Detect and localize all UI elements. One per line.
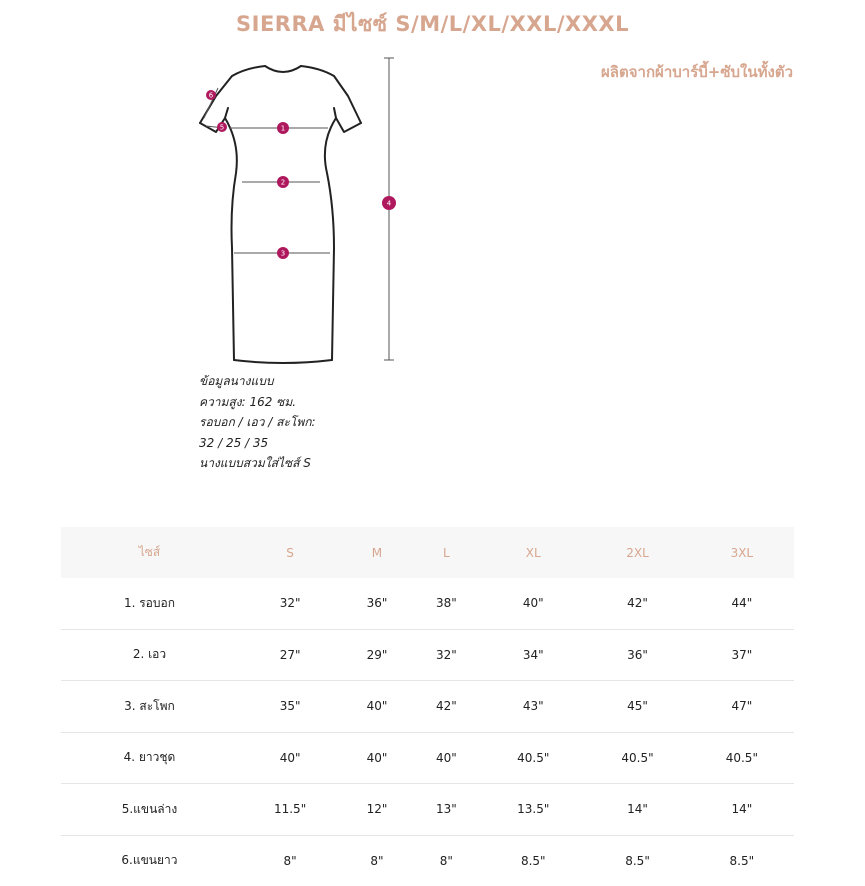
model-info-line: นางแบบสวมใส่ไซส์ S	[199, 456, 311, 470]
page-title: SIERRA มีไซซ์ S/M/L/XL/XXL/XXXL	[236, 12, 629, 36]
table-cell: 47"	[690, 681, 794, 733]
row-label: 2. เอว	[61, 629, 238, 681]
table-cell: 32"	[412, 629, 481, 681]
table-cell: 43"	[481, 681, 585, 733]
table-header-row	[61, 527, 794, 578]
table-row	[61, 732, 794, 784]
table-cell: 37"	[690, 629, 794, 681]
table-cell: 29"	[342, 629, 411, 681]
table-cell: 8"	[342, 835, 411, 886]
table-cell: 12"	[342, 784, 411, 836]
table-row	[61, 835, 794, 886]
table-cell: 40"	[412, 732, 481, 784]
table-row	[61, 578, 794, 629]
fabric-note: ผลิตจากผ้าบาร์บี้+ซับในทั้งตัว	[601, 63, 793, 81]
svg-text:5: 5	[219, 123, 225, 132]
table-cell: 38"	[435, 596, 457, 611]
table-cell: 42"	[627, 596, 648, 611]
table-cell: 27"	[238, 629, 342, 681]
table-cell: 40.5"	[690, 732, 794, 784]
table-cell: 40"	[238, 732, 342, 784]
table-cell: 32"	[279, 596, 301, 611]
table-row	[61, 784, 794, 836]
table-cell: 13.5"	[481, 784, 585, 836]
size-chart-table	[61, 527, 794, 886]
table-cell: 13"	[412, 784, 481, 836]
table-cell: 40.5"	[481, 732, 585, 784]
svg-text:2: 2	[280, 178, 286, 187]
table-cell: 8"	[412, 835, 481, 886]
model-info	[199, 371, 316, 474]
table-cell: 40.5"	[585, 732, 689, 784]
table-cell: 8.5"	[690, 835, 794, 886]
model-info-line: รอบอก / เอว / สะโพก:	[199, 415, 316, 429]
header-3xl: 3XL	[690, 527, 794, 578]
svg-text:1: 1	[280, 124, 286, 133]
model-info-line: ข้อมูลนางแบบ	[199, 374, 274, 388]
table-cell: 36"	[585, 629, 689, 681]
model-info-line: 32 / 25 / 35	[199, 435, 269, 450]
table-row	[61, 681, 794, 733]
dress-diagram	[190, 48, 410, 368]
table-cell: 40"	[342, 732, 411, 784]
model-info-line: ความสูง: 162 ซม.	[199, 394, 297, 409]
header-2xl: 2XL	[585, 527, 689, 578]
row-label: 1. รอบอก	[123, 595, 175, 610]
table-cell: 8.5"	[585, 835, 689, 886]
row-label: 6.แขนยาว	[61, 835, 238, 886]
table-cell: 8.5"	[481, 835, 585, 886]
table-cell: 40"	[522, 596, 544, 611]
row-label: 4. ยาวชุด	[61, 732, 238, 784]
svg-text:4: 4	[386, 199, 392, 208]
row-label: 5.แขนล่าง	[61, 784, 238, 836]
table-cell: 45"	[585, 681, 689, 733]
table-cell: 42"	[412, 681, 481, 733]
table-cell: 14"	[690, 784, 794, 836]
header-xl: XL	[481, 527, 585, 578]
svg-text:6: 6	[208, 91, 214, 100]
header-size: ไซส์	[61, 527, 238, 578]
table-cell: 8"	[238, 835, 342, 886]
header-l: L	[412, 527, 481, 578]
table-cell: 36"	[366, 596, 388, 611]
header-s: S	[238, 527, 342, 578]
table-cell: 14"	[585, 784, 689, 836]
table-cell: 11.5"	[238, 784, 342, 836]
svg-text:3: 3	[280, 249, 286, 258]
table-cell: 40"	[342, 681, 411, 733]
header-m: M	[342, 527, 411, 578]
table-cell: 44"	[731, 596, 753, 611]
table-row	[61, 629, 794, 681]
measurement-markers	[206, 90, 396, 259]
table-cell: 35"	[238, 681, 342, 733]
table-cell: 34"	[481, 629, 585, 681]
row-label: 3. สะโพก	[61, 681, 238, 733]
